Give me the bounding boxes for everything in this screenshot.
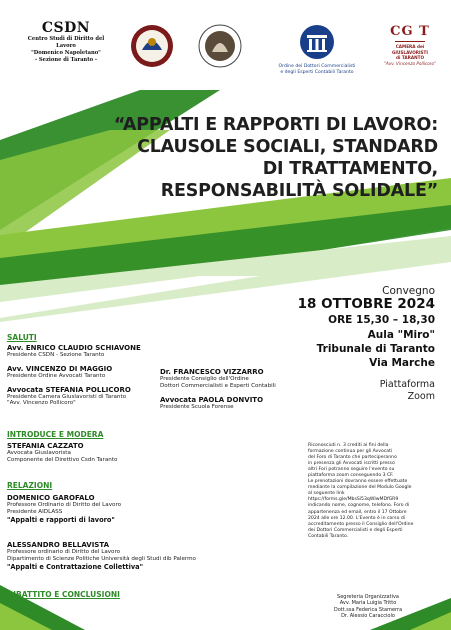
csdn-logo [20, 20, 112, 64]
title-line-4: RESPONSABILITÀ SOLIDALE” [160, 181, 438, 201]
organizing-secretariat [313, 594, 423, 619]
speaker-name: DOMENICO GAROFALO [7, 494, 95, 502]
platform-line-2: Zoom [407, 391, 435, 402]
csdn-abbr: CSDN [41, 20, 91, 36]
speaker-role: Avvocata Giuslavorista [7, 450, 71, 456]
registration-link[interactable]: https://forms.gle/MbsSi53qWIwMDfGR9 [308, 497, 399, 503]
info-line: Contabili Taranto. [308, 533, 349, 539]
event-location [317, 328, 435, 370]
info-line: appartenenza ed email, entro il 17 Ottobre [308, 509, 407, 515]
title-line-3: DI TRATTAMENTO, [262, 159, 438, 179]
info-line: mediante la compilazione del Modulo Google [308, 485, 412, 491]
info-line: indicando nome, cognome, telefono. Foro di [308, 503, 410, 509]
speaker-role: Presidente AIDLASS [7, 508, 63, 515]
info-line: Le prenotazioni dovranno essere effettuate [308, 479, 408, 485]
odcec-logo [276, 24, 358, 76]
speaker-role: Presidente Consiglio dell'Ordine [160, 376, 249, 382]
title-line-1: “APPALTI E RAPPORTI DI LAVORO: [113, 115, 438, 135]
info-line: Riconosciuti n. 3 crediti ai fini della [308, 443, 389, 448]
speaker-role: Professore Ordinario di Diritto del Lavoro [7, 502, 122, 508]
speaker-name: Avvocata PAOLA DONVITO [160, 395, 264, 404]
odcec-line1: Ordine dei Dottori Commercialisti [278, 64, 356, 69]
event-date: 18 OTTOBRE 2024 [297, 296, 435, 312]
platform-line-1: Piattaforma [379, 379, 435, 390]
speaker-role: Presidente Scuola Forense [160, 403, 234, 410]
scuola-forense-seal-icon [198, 20, 242, 76]
info-line: piattaforma zoom conseguendo 3 CF. [308, 473, 394, 479]
title-line-2: CLAUSOLE SOCIALI, STANDARD [137, 137, 438, 157]
cgt-line3: "Avv. Vincenzo Pollicoro" [383, 60, 437, 66]
csdn-line2: "Domenico Napoletano" [31, 50, 101, 56]
talk-title: "Appalti e Contrattazione Collettiva" [7, 562, 144, 571]
speaker-role: Componente del Direttivo Csdn Taranto [7, 456, 118, 463]
csdn-line3: - Sezione di Taranto - [34, 57, 98, 63]
csdn-line1: Centro Studi di Diritto del Lavoro [27, 36, 105, 49]
speaker-name: STEFANIA CAZZATO [7, 442, 84, 450]
event-type: Convegno [382, 285, 435, 297]
section-dibattito-heading: DIBATTITO E CONCLUSIONI [7, 590, 120, 599]
talk-title: "Appalti e rapporti di lavoro" [7, 515, 115, 524]
info-line: altri Fori potranno seguire l'evento su [308, 467, 395, 473]
event-room: Aula "Miro" [367, 329, 435, 341]
speaker-name: Avv. ENRICO CLAUDIO SCHIAVONE [7, 344, 141, 352]
speaker-role: Presidente Ordine Avvocati Taranto [7, 372, 106, 379]
saluti-right-column [160, 368, 276, 410]
relatore-1 [7, 494, 121, 524]
signature-line-3: Dott.ssa Federica Stamerra [333, 606, 403, 613]
speaker-name: ALESSANDRO BELLAVISTA [7, 541, 109, 549]
speaker-role: "Avv. Vincenzo Pollicoro" [7, 400, 76, 407]
info-line: 2024 alle ore 12.00. L'Evento è in corso di [308, 515, 406, 521]
relatore-2 [7, 541, 196, 571]
event-venue: Tribunale di Taranto [316, 343, 435, 355]
info-line: del Foro di Taranto che parteciperanno [308, 455, 397, 461]
ordine-avvocati-seal-icon [130, 20, 174, 76]
section-saluti-heading: SALUTI [7, 333, 37, 342]
odcec-line2: e degli Esperti Contabili Taranto [280, 70, 354, 75]
event-title [18, 114, 438, 202]
info-line: accreditamento presso il Consiglio dell'Ordine [308, 521, 414, 527]
signature-line-2: Avv. Maria Luigia Tritto [339, 600, 397, 607]
info-line: dei Dottori Commercialisti e degli Esperti [308, 527, 403, 533]
section-relazioni-heading: RELAZIONI [7, 481, 53, 490]
info-line: al seguente link [308, 491, 345, 497]
cgt-logo [380, 24, 440, 66]
moderator [7, 442, 117, 464]
info-line: formazione continua per gli Avvocati [308, 449, 393, 455]
column-temple-icon [276, 24, 358, 60]
speaker-name: Avvocata STEFANIA POLLICORO [7, 385, 131, 394]
cgt-line1: CAMERA dei GIUSLAVORISTI [392, 44, 428, 55]
event-platform [380, 379, 435, 403]
cgt-line2: di TARANTO [395, 55, 425, 60]
signature-line-1: Segreteria Organizzativa [337, 594, 399, 600]
speaker-name: Avv. VINCENZO DI MAGGIO [7, 364, 113, 373]
speaker-role: Dottori Commercialisti e Esperti Contabili [160, 382, 276, 389]
speaker-role: Presidente CSDN - Sezione Taranto [7, 352, 105, 358]
signature-line-4: Dr. Alessio Caracciolo [341, 612, 395, 619]
info-line: in presenza gli Avvocati iscritti presso [308, 461, 395, 467]
speaker-role: Professore ordinario di Diritto del Lavoro [7, 549, 121, 555]
saluti-left-column [7, 344, 141, 407]
cgt-mark: CG T [390, 24, 430, 39]
event-time: ORE 15,30 – 18,30 [328, 314, 435, 326]
speaker-role: Presidente Camera Giuslavoristi di Taranto [7, 393, 127, 400]
speaker-role: Dipartimento di Scienze Politiche Università degli Studi dib Palermo [7, 555, 196, 562]
section-introduce-heading: INTRODUCE E MODERA [7, 430, 104, 439]
info-box [308, 443, 444, 591]
event-street: Via Marche [369, 357, 435, 369]
speaker-name: Dr. FRANCESCO VIZZARRO [160, 368, 264, 376]
